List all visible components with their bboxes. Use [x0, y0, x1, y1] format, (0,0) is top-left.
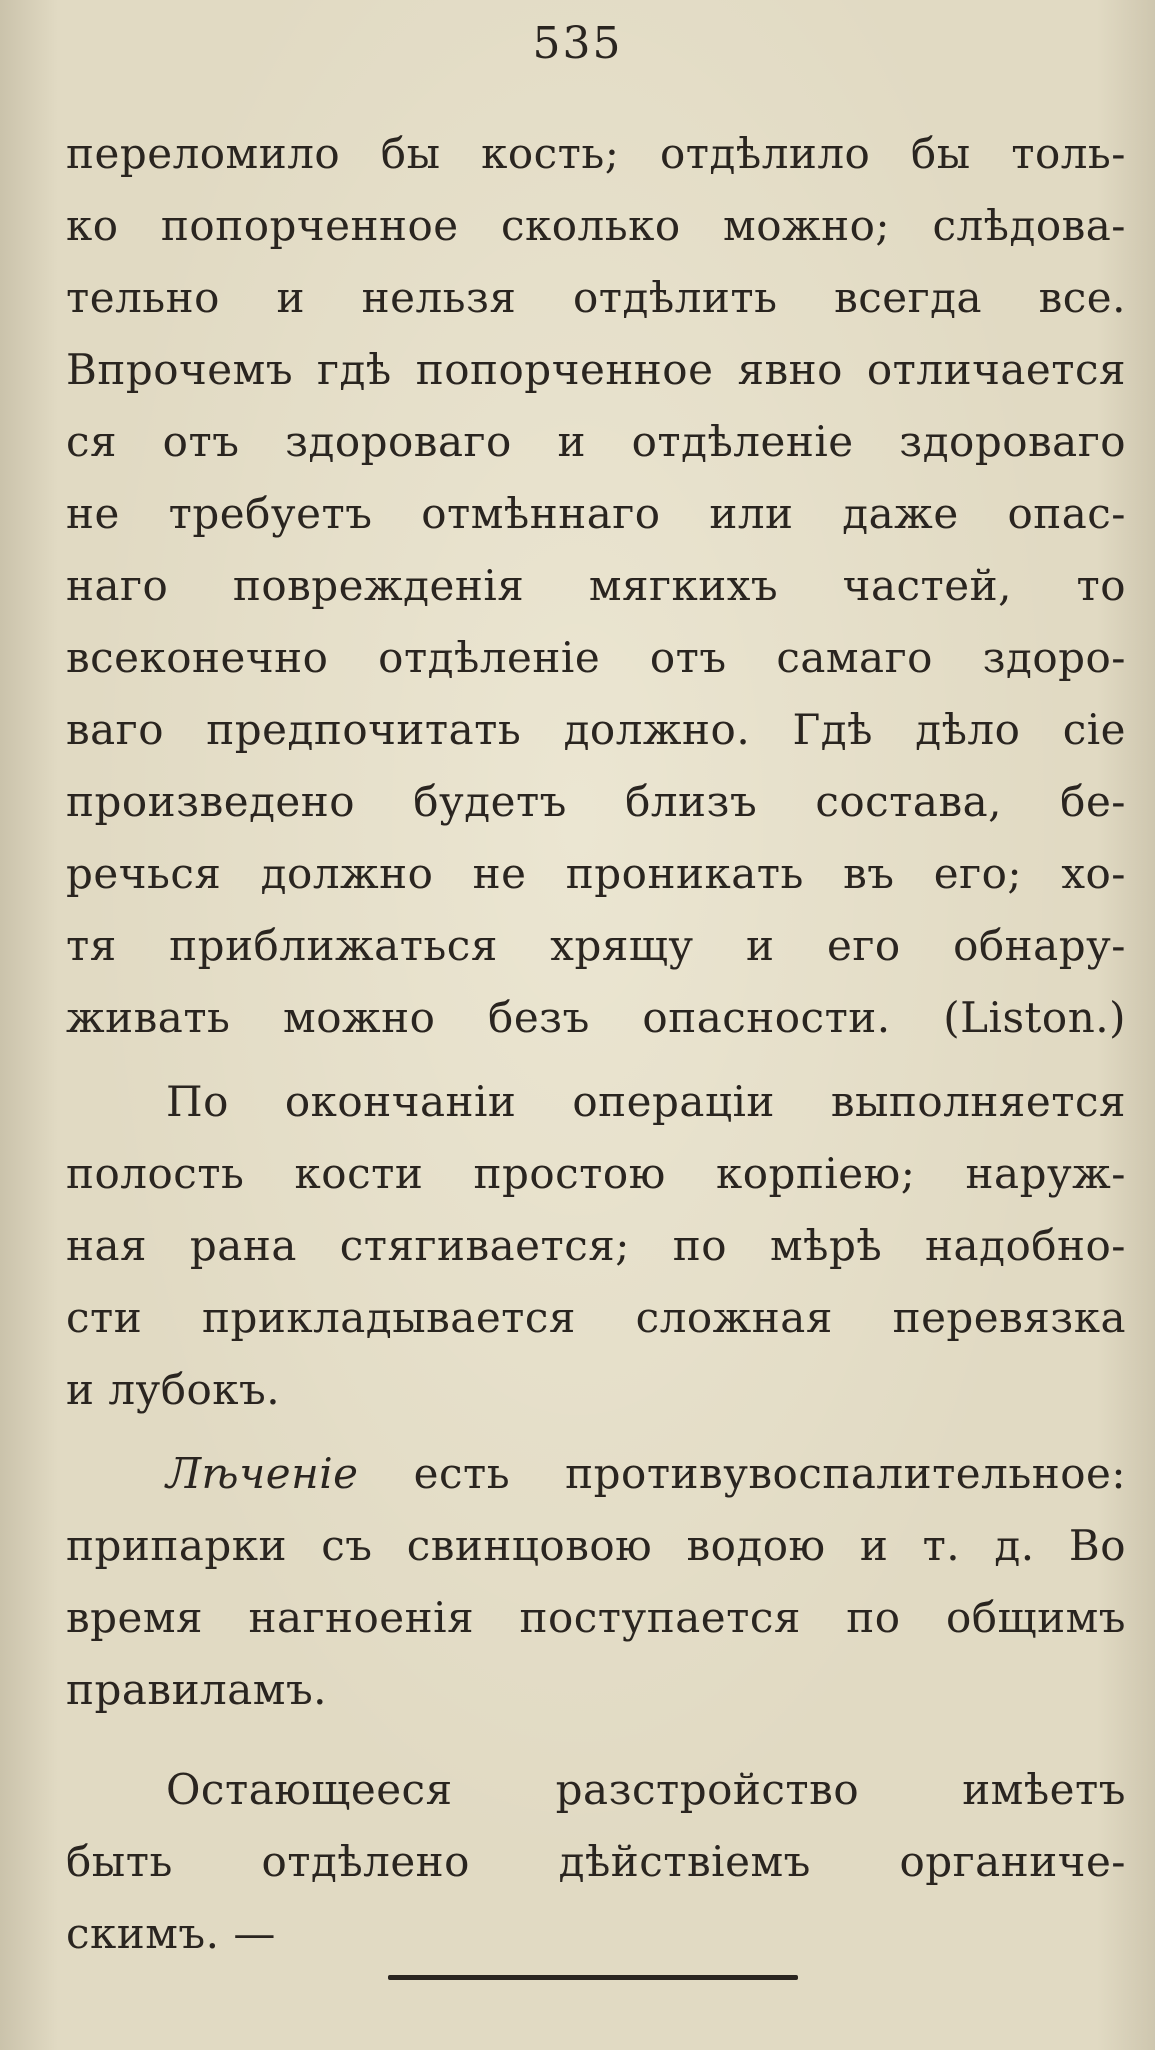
page-number: 535 [532, 18, 623, 69]
text-line: наго поврежденія мягкихъ частей, то [66, 561, 1126, 610]
text-line: живать можно безъ опасности. (Liston.) [66, 993, 1126, 1042]
text-line: быть отдѣлено дѣйствіемъ органиче- [66, 1837, 1126, 1886]
text-line: речься должно не проникать въ его; хо- [66, 849, 1126, 898]
text-line: полость кости простою корпіею; наруж- [66, 1149, 1126, 1198]
text-line: всеконечно отдѣленіе отъ самаго здоро- [66, 633, 1126, 682]
text-line [66, 1438, 1126, 1510]
text-line: время нагноенія поступается по общимъ [66, 1593, 1126, 1642]
text-line: правиламъ. [66, 1665, 328, 1714]
text-line: ся отъ здороваго и отдѣленіе здороваго [66, 417, 1126, 466]
text-line: скимъ. — [66, 1909, 276, 1958]
paragraph-2 [66, 1066, 1126, 1426]
text-line: ко попорченное сколько можно; слѣдова- [66, 201, 1126, 250]
text-line: ваго предпочитать должно. Гдѣ дѣло сіе [66, 705, 1126, 754]
body-text [66, 118, 1126, 1970]
end-rule [388, 1975, 798, 1980]
text-line: По окончаніи операціи выполняется [166, 1077, 1126, 1126]
text-fragment: есть противувоспалительное: [413, 1449, 1126, 1498]
italic-lead-word: Лѣченіе [166, 1449, 359, 1498]
text-line: сти прикладывается сложная перевязка [66, 1293, 1126, 1342]
text-line: тя приближаться хрящу и его обнару- [66, 921, 1126, 970]
text-line: произведено будетъ близъ состава, бе- [66, 777, 1126, 826]
paragraph-4 [66, 1754, 1126, 1970]
text-line: ная рана стягивается; по мѣрѣ надобно- [66, 1221, 1126, 1270]
text-line: и лубокъ. [66, 1365, 281, 1414]
text-line: Остающееся разстройство имѣетъ [166, 1765, 1126, 1814]
text-line: Впрочемъ гдѣ попорченное явно отличается [66, 345, 1126, 394]
paragraph-3 [66, 1438, 1126, 1726]
text-line: переломило бы кость; отдѣлило бы толь- [66, 129, 1126, 178]
text-line: припарки съ свинцовою водою и т. д. Во [66, 1521, 1126, 1570]
text-line: тельно и нельзя отдѣлить всегда все. [66, 273, 1126, 322]
text-line: не требуетъ отмѣннаго или даже опас- [66, 489, 1126, 538]
paragraph-1 [66, 118, 1126, 1054]
